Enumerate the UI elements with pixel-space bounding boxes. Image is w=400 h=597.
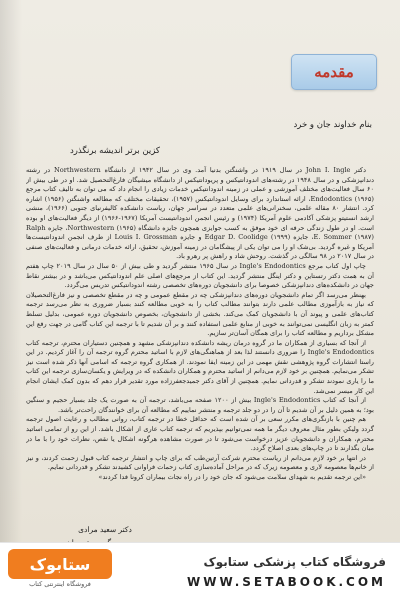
store-url-link[interactable]: WWW.SETABOOK.COM bbox=[186, 575, 386, 589]
logo-subtitle: فروشگاه اینترنتی کتاب bbox=[29, 580, 91, 588]
paragraph: در انتها بر خود لازم می‌دانم از ریاست محترم شرکت آرتین‌طب که برای چاپ و انتشار ترجمه کتاب قبول زحمت کردند، و نیز از خانم‌ها معصومه لاری و معصومه زیرک که در مراحل آماده‌سازی کتاب زحمات فراوانی کشیدند تشکر و قدردانی نمایم. bbox=[26, 453, 374, 472]
paragraph: بهنظر می‌رسد اگر تمام دانشجویان دوره‌های دندانپزشکی چه در مقطع عمومی و چه در مقطع تخصصی و نیز فارغ‌التحصیلان که نیاز به بازآموزی مطالب علمی دارند بتوانند مطالب کتاب را به خوبی مطالعه کنند بسیار ضروری به نظر می‌رسد ترجمه کتاب‌های علمی و پیوند آن با دانشجویان کمک می‌کند. بخشی از دانشجویان، بخصوص دانشجویان دوره عمومی، بدلیل تسلط کمتر به زبان انگلیسی نمی‌توانند به خوبی از منابع علمی استفاده کنند و بر آن شدیم تا با ترجمه این کتاب گامی در جهت رفع این مشکل برداریم و مطالعه کتاب را برای همگان آسان‌تر سازیم. bbox=[26, 290, 374, 338]
paragraph: هم چنین با بازنگری‌های مکرر سعی بر آن شده است که حداقل خطا در ترجمه کتاب، روانی مطالب و رعایت اصول ترجمه گردد ولیکن بطور مثال معروف دیگر ما همه نمی‌توانیم بپذیریم که ترجمه کتاب عاری از اشکال باشد. از این رو از تمامی اساتید محترم، همکاران و دانشجویان عزیز درخواست می‌شود تا در صورت مشاهده هرگونه اشکال یا نقص، نظرات خود را با ما در میان بگذارند تا در چاپ‌های بعدی اصلاح گردد. bbox=[26, 415, 374, 453]
store-name: فروشگاه کتاب پزشکی ستابوک bbox=[203, 555, 386, 569]
paragraph: دکتر John I. Ingle در سال ۱۹۱۹ در واشنگتن بدنیا آمد. وی در سال ۱۹۴۲ از دانشگاه Northwestern در رشته دندانپزشکی و در سال ۱۹۴۸ در رشته‌های اندودانتیکس و پریودانتیکس از دانشگاه میشیگان فارغ‌التحصیل شد. او در طی بیش از ۶۰ سال فعالیت‌های مختلف آموزشی و عملی در زمینه اندودانتیکس خدمات زیادی را انجام داد که می توان به تالیف کتاب مرجع Endodontics (۱۹۶۵)، ارائه استاندارد برای وسایل اندودانتیکس (۱۹۵۷)، تحقیقات مختلف که مطالعه واشنگتن (۱۹۵۶) اشاره کرد. انتشار ۸۰ مقاله علمی، سخنرانی‌های علمی متعدد در سراسر جهان، ریاست دانشکده کالیفرنیای جنوبی (۱۹۶۶)، منشی ارشد انستیتو پزشکی آکادمی علوم آمریکا (۱۹۷۴) و رئیس انجمن اندودانتیست آمریکا (۱۹۶۷-۱۹۶۶) از دیگر فعالیت‌های او بوده است. او در طول زندگی حرفه ای خود موفق به کسب جوایزی همچون جایزه دانشگاه Northwestern (۱۹۶۵)، جایزه Ralph E. Sommer (۱۹۸۷)، جایزه Edgar D. Coolidge (۱۹۹۹) و جایزه Louis I. Grossman از طرف انجمن اندودانتیست‌ها آمریکا و غیره گردید. بی‌شک او را می توان یکی از پیشگامان در زمینه آموزش، تحقیق، ارائه خدمات درمانی و فعالیت‌های صنفی در سال ۲۰۱۷ در ۹۸ سالگی در گذشت. روحش شاد و راهش پر رهرو باد. bbox=[26, 166, 374, 261]
heading-box bbox=[291, 54, 377, 90]
paragraph: از آنجا که بسیاری از همکاران ما در گروه درمان ریشه دانشکده دندانپزشکی مشهد و همچنین دستیاران محترم، ترجمه کتاب Ingle's Endodontics را ضروری دانستند لذا بعد از هماهنگی‌های لازم با اساتید محترم گروه ترجمه آن را آغاز کردیم. در این راستا انتشارات گروه پژوهشی نقش مهمی در این زمینه ایفا نمودند. از همکاری گروه ترجمه که اسامی آنها ذکر شده است نیز تشکر می‌نمایم. همچنین بر خود لازم می‌دانم از اساتید محترم و همکاران دانشکده که در ویرایش و یکسان‌سازی ترجمه این کتاب ما را یاری نمودند تشکر و قدردانی نمایم. همچنین از آقای دکتر جمیدجعفرزاده مورد تقدیر قرار دهم که بدون کمک ایشان انجام این کار میسر نمی‌شد. bbox=[26, 338, 374, 395]
signature-name: دکتر سعید مرادی bbox=[78, 525, 132, 534]
bismillah-line: بنام خداوند جان و خرد bbox=[293, 120, 372, 130]
paragraph: «این ترجمه تقدیم به شهدای سلامت می‌شود که جان خود را در راه نجات بیماران کرونا فدا کردند» bbox=[98, 473, 366, 481]
logo-mark: ستابوک bbox=[8, 549, 112, 579]
store-logo[interactable] bbox=[8, 549, 112, 591]
store-footer bbox=[0, 542, 400, 597]
preface-body bbox=[26, 166, 374, 516]
poem-line: کزین برتر اندیشه برنگذرد bbox=[70, 146, 160, 156]
paragraph: چاپ اول کتاب مرجع Ingle's Endodontics در سال ۱۹۶۵ منتشر گردید و طی بیش از ۵۰ سال در سال ۲۰۱۹ چاپ هفتم آن به همت دکتر رتستاین و دکتر اینگل منتشر گردید. این کتاب از مرجع‌های اصلی علم اندودانتیکس می‌باشد و در بیشتر نقاط جهان در دانشکده‌های دندانپزشکی خصوصا برای دانشجویان دوره‌های تخصصی رشته اندودانتیکس تدریس می‌گردد. bbox=[26, 261, 374, 290]
paragraph: از آنجا که کتاب Ingle's Endodontics بیش از ۱۲۰۰ صفحه می‌باشد، ترجمه آن به صورت یک جلد بسیار حجیم و سنگین بود؛ به همین دلیل بر آن شدیم تا آن را در دو جلد ترجمه و منتشر نماییم که مطالعه آن برای خوانندگان راحت‌تر باشد. bbox=[26, 396, 374, 414]
page-heading: مقدمه bbox=[314, 63, 354, 81]
